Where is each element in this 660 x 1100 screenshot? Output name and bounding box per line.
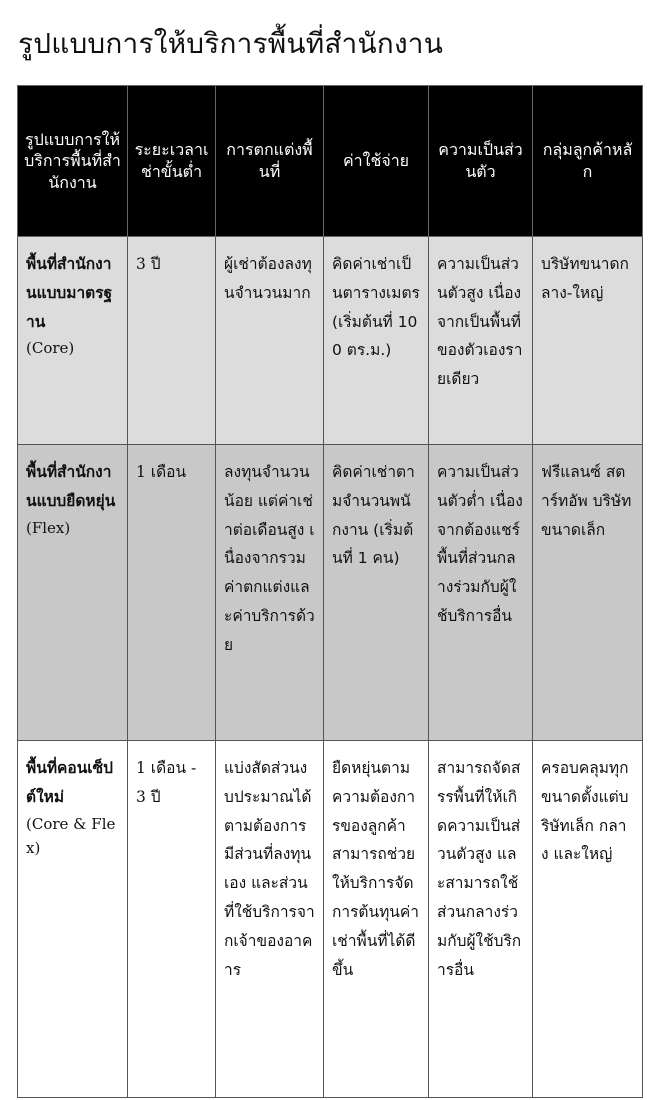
cell-decoration: ผู้เช่าต้องลงทุนจำนวนมาก <box>216 237 324 445</box>
cell-customers: ครอบคลุมทุกขนาดตั้งแต่บริษัทเล็ก กลาง และใหญ่ <box>533 741 643 1098</box>
service-type-english: (Core & Flex) <box>26 814 116 857</box>
header-customers: กลุ่มลูกค้าหลัก <box>533 86 643 237</box>
cell-customers: ฟรีแลนซ์ สตาร์ทอัพ บริษัทขนาดเล็ก <box>533 445 643 741</box>
service-type-name: พื้นที่สำนักงานแบบยืดหยุ่น <box>26 463 116 510</box>
service-type-name: พื้นที่คอนเซ็ปต์ใหม่ <box>26 759 113 806</box>
table-row-flex <box>18 445 643 741</box>
cell-cost: คิดค่าเช่าเป็นตารางเมตร (เริ่มต้นที่ 100 ตร.ม.) <box>324 237 429 445</box>
header-privacy: ความเป็นส่วนตัว <box>429 86 533 237</box>
cell-min-period: 1 เดือน <box>128 445 216 741</box>
cell-service-type <box>18 741 128 1098</box>
comparison-table <box>17 85 643 1098</box>
page-title: รูปแบบการให้บริการพื้นที่สำนักงาน <box>18 27 444 60</box>
cell-privacy: สามารถจัดสรรพื้นที่ให้เกิดความเป็นส่วนตัวสูง และสามารถใช้ส่วนกลางร่วมกับผู้ใช้บริการอื่น <box>429 741 533 1098</box>
service-type-name: พื้นที่สำนักงานแบบมาตรฐาน <box>26 255 113 331</box>
service-type-english: (Core) <box>26 339 75 358</box>
service-type-english: (Flex) <box>26 518 71 537</box>
cell-cost: ยืดหยุ่นตามความต้องการของลูกค้า สามารถช่วยให้บริการจัดการต้นทุนค่าเช่าพื้นที่ได้ดีขึ้น <box>324 741 429 1098</box>
header-min-period: ระยะเวลาเช่าขั้นต่ำ <box>128 86 216 237</box>
cell-cost: คิดค่าเช่าตามจำนวนพนักงาน (เริ่มต้นที่ 1 คน) <box>324 445 429 741</box>
header-decoration: การตกแต่งพื้นที่ <box>216 86 324 237</box>
office-service-table <box>17 85 642 1098</box>
table-row-new-concept <box>18 741 643 1098</box>
cell-decoration: ลงทุนจำนวนน้อย แต่ค่าเช่าต่อเดือนสูง เนื่องจากรวมค่าตกแต่งและค่าบริการด้วย <box>216 445 324 741</box>
cell-service-type <box>18 445 128 741</box>
header-row <box>18 86 643 237</box>
header-service-type: รูปแบบการให้บริการพื้นที่สำนักงาน <box>18 86 128 237</box>
cell-service-type <box>18 237 128 445</box>
cell-min-period: 1 เดือน - 3 ปี <box>128 741 216 1098</box>
header-cost: ค่าใช้จ่าย <box>324 86 429 237</box>
cell-decoration: แบ่งสัดส่วนงบประมาณได้ตามต้องการ มีส่วนที่ลงทุนเอง และส่วนที่ใช้บริการจากเจ้าของอาคาร <box>216 741 324 1098</box>
cell-min-period: 3 ปี <box>128 237 216 445</box>
table-header <box>18 86 643 237</box>
table-body <box>18 237 643 1098</box>
cell-privacy: ความเป็นส่วนตัวต่ำ เนื่องจากต้องแชร์พื้นที่ส่วนกลางร่วมกับผู้ใช้บริการอื่น <box>429 445 533 741</box>
cell-customers: บริษัทขนาดกลาง-ใหญ่ <box>533 237 643 445</box>
table-row-core <box>18 237 643 445</box>
cell-privacy: ความเป็นส่วนตัวสูง เนื่องจากเป็นพื้นที่ของตัวเองรายเดียว <box>429 237 533 445</box>
